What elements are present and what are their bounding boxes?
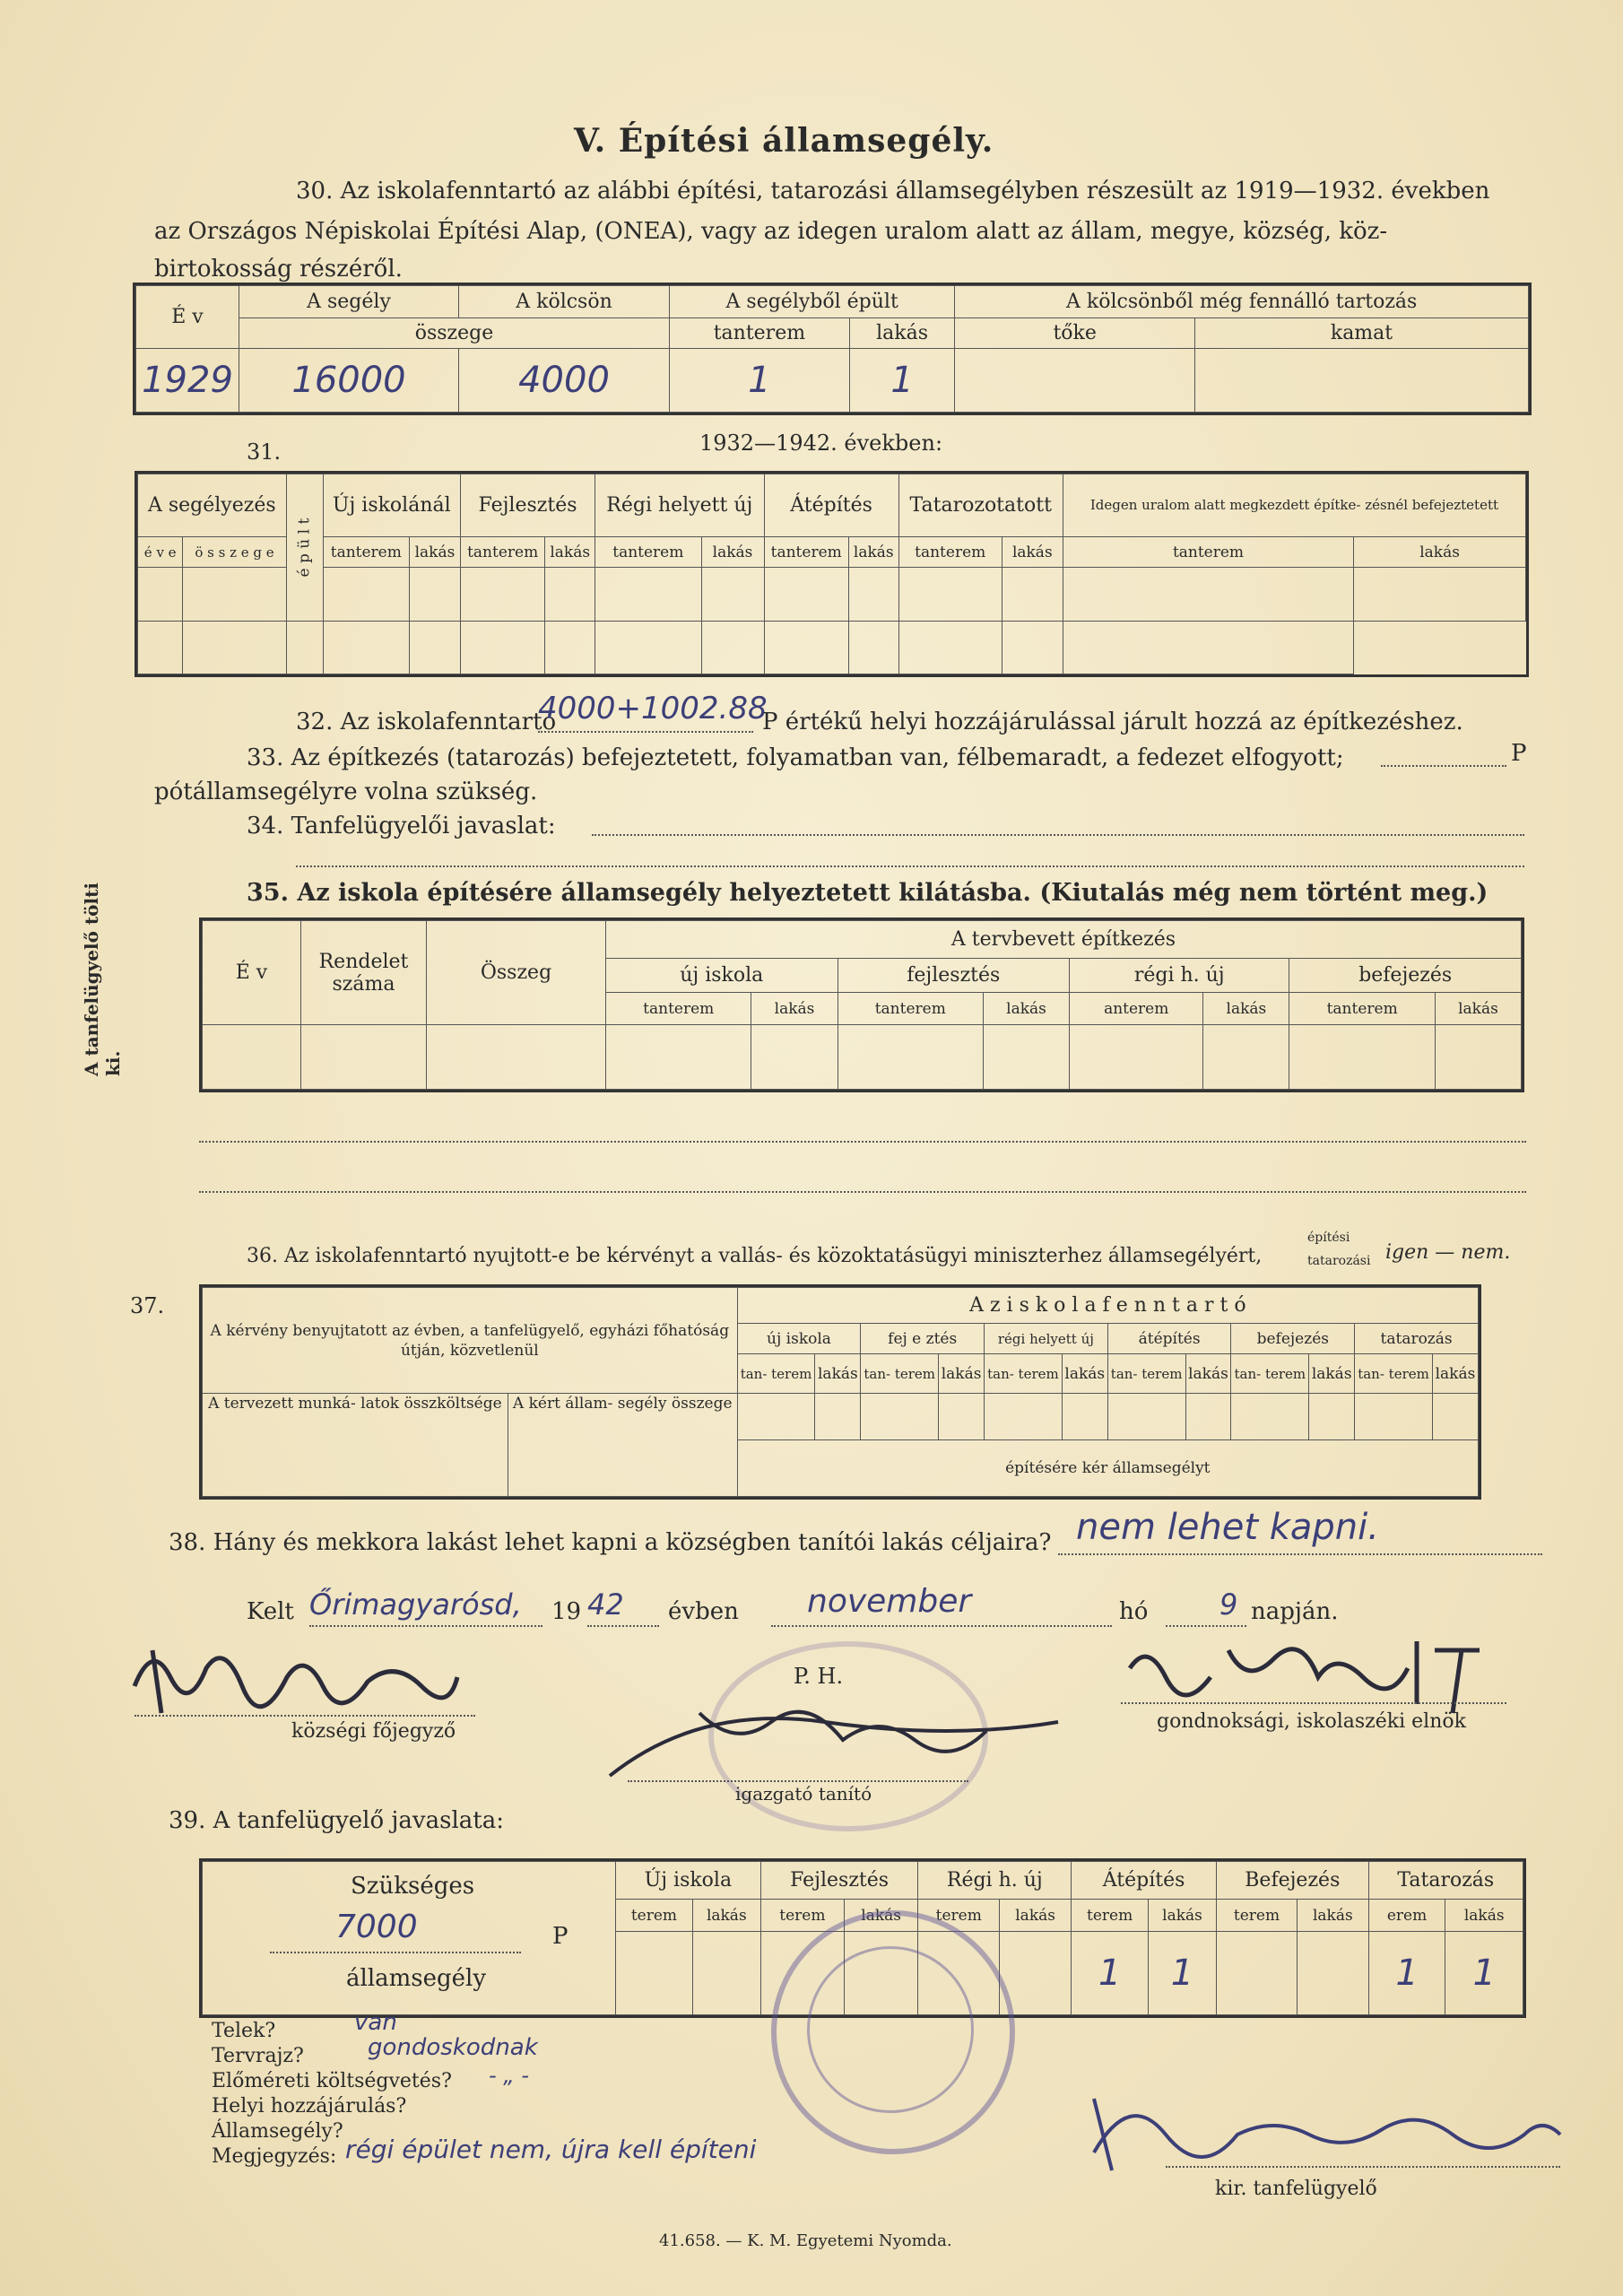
note-tervrajz: Tervrajz? (212, 2045, 304, 2067)
q32-dots (538, 731, 753, 733)
note-tervrajz-hand: gondoskodnak (368, 2034, 538, 2061)
q39-h-terem-5: terem (1217, 1900, 1298, 1932)
q39-h-terem-3: terem (918, 1900, 1000, 1932)
q37-h-tan-3: tan- terem (985, 1354, 1063, 1394)
q39-value-tatar-terem: 1 (1368, 1932, 1445, 2015)
q35-header-uj: új iskola (606, 959, 838, 993)
q30-header-lakas: lakás (849, 318, 955, 349)
kelt-label: Kelt (247, 1598, 294, 1625)
q32-prefix: 32. Az iskolafenntartó (296, 709, 557, 735)
kelt-year-dots (587, 1625, 659, 1627)
note-allamsegely: Államsegély? (212, 2120, 343, 2143)
q31-header-epult (286, 474, 323, 622)
q36-tatarozasi: tatarozási (1307, 1254, 1371, 1268)
q37-header-uj: új iskola (737, 1324, 861, 1354)
q30-header-osszege: összege (239, 318, 670, 349)
q37-kert: A kért állam- segély összege (508, 1394, 737, 1497)
q31-h-lakas-2: lakás (545, 537, 595, 568)
note-megjegyzes-hand: régi épület nem, újra kell építeni (345, 2135, 757, 2164)
q31-empty-row-1 (138, 568, 1526, 622)
q39-value-atep-terem: 1 (1072, 1932, 1149, 2015)
q31-h-tanterem-4: tanterem (764, 537, 848, 568)
q37-h-lakas-4: lakás (1185, 1354, 1231, 1394)
q31-h-tanterem-3: tanterem (595, 537, 701, 568)
q37-h-tan-6: tan- terem (1355, 1354, 1433, 1394)
q39-header-atep: Átépítés (1072, 1862, 1217, 1900)
q31-h-tanterem-2: tanterem (460, 537, 544, 568)
q39-value-atep-lakas: 1 (1149, 1932, 1217, 2015)
kelt-day-dots (1166, 1625, 1246, 1627)
q37-header-regi: régi helyett új (985, 1324, 1108, 1354)
q39-h-terem-4: terem (1072, 1900, 1149, 1932)
q31-h-tanterem-5: tanterem (898, 537, 1002, 568)
tanito-dots (628, 1780, 968, 1782)
q30-value-lakas: 1 (849, 349, 955, 413)
q30-value-tanterem: 1 (670, 349, 850, 413)
q38-label: 38. Hány és mekkora lakást lehet kapni a községben tanítói lakás céljaira? (169, 1529, 1052, 1556)
q35-h-tanterem-1: tanterem (606, 993, 751, 1025)
q30-header-segelybol: A segélyből épült (670, 286, 955, 318)
q37-kerveny: A kérvény benyujtatott az évben, a tanfelügyelő, egyházi főhatóság útján, közvetlenül (203, 1288, 738, 1394)
note-telek-hand: van (354, 2009, 397, 2036)
signature-jegyzo (126, 1623, 466, 1722)
q39-header-regi: Régi h. új (918, 1862, 1072, 1900)
q31-h-lakas-4: lakás (848, 537, 898, 568)
q35-h-lakas-2: lakás (984, 993, 1070, 1025)
q38-dots (1058, 1553, 1542, 1555)
q37-h-lakas-1: lakás (815, 1354, 861, 1394)
q37-h-tan-5: tan- terem (1231, 1354, 1309, 1394)
q37-header-atep: átépítés (1107, 1324, 1231, 1354)
q36-answer: igen — nem. (1385, 1241, 1511, 1264)
q30-line1: 30. Az iskolafenntartó az alábbi építési, tatarozási államsegélyben részesült az 1919—1932. években (296, 178, 1490, 204)
q30-value-kolcson: 4000 (459, 349, 670, 413)
q37-header-bef: befejezés (1231, 1324, 1355, 1354)
q39-allamsegely: államsegély (346, 1965, 487, 1992)
tanfelugyelo-label: kir. tanfelügyelő (1215, 2178, 1377, 2200)
q35-h-lakas-4: lakás (1435, 993, 1521, 1025)
q31-header-segelyezes: A segélyezés (138, 474, 287, 537)
q33-dots (1381, 765, 1506, 767)
q35-table (199, 918, 1524, 1092)
q30-header-tanterem: tanterem (670, 318, 850, 349)
q37-number: 37. (130, 1293, 165, 1318)
q31-h-lakas-6: lakás (1354, 537, 1526, 568)
q39-header-uj: Új iskola (616, 1862, 761, 1900)
q35-h-tanterem-4: tanterem (1289, 993, 1435, 1025)
q30-header-toke: tőke (955, 318, 1195, 349)
q35-header-regi: régi h. új (1070, 959, 1289, 993)
q31-header-idegen: Idegen uralom alatt megkezdett építke- zésnél befejeztetett (1063, 474, 1525, 537)
q39-header-tatar: Tatarozás (1368, 1862, 1523, 1900)
q39-value-tatar-lakas: 1 (1445, 1932, 1523, 2015)
q37-h-lakas-5: lakás (1309, 1354, 1355, 1394)
q30-value-ev: 1929 (136, 349, 239, 413)
q37-h-tan-4: tan- terem (1107, 1354, 1185, 1394)
q33-line1-end: P (1511, 740, 1527, 767)
q31-header-eve: é v e (138, 537, 183, 568)
signature-tanito (592, 1686, 1076, 1794)
q39-h-lakas-2: lakás (844, 1900, 917, 1932)
q35-dots-1 (199, 1141, 1526, 1143)
q35-header-rendelet: Rendelet száma (301, 921, 427, 1025)
kelt-place: Őrimagyarósd, (309, 1587, 522, 1622)
tanito-label: igazgató tanító (735, 1783, 872, 1805)
q35-header-tervbevett: A tervbevett építkezés (606, 921, 1522, 959)
q37-tervezett: A tervezett munká- latok összköltsége (203, 1394, 508, 1497)
q34-dots-2 (296, 865, 1524, 867)
elnok-label: gondnoksági, iskolaszéki elnök (1157, 1710, 1466, 1733)
q30-header-kolcson: A kölcsön (459, 286, 670, 318)
kelt-year: 42 (587, 1587, 624, 1622)
note-telek: Telek? (212, 2020, 276, 2042)
q37-footer: építésére kér államsegélyt (737, 1440, 1478, 1497)
q39-h-lakas-1: lakás (692, 1900, 760, 1932)
q39-szukseges: Szükséges (351, 1873, 475, 1900)
q30-line3: birtokosság részéről. (154, 256, 403, 283)
kelt-year-prefix: 19 (551, 1598, 582, 1625)
q37-h-lakas-6: lakás (1432, 1354, 1478, 1394)
q32-handwritten: 4000+1002.88 (538, 691, 768, 726)
q36-text: 36. Az iskolafenntartó nyujtott-e be kérvényt a vallás- és közoktatásügyi miniszterhez államsegélyért, (247, 1245, 1263, 1267)
q31-empty-row-2 (138, 621, 1526, 674)
q35-header-bef: befejezés (1289, 959, 1522, 993)
kelt-month: november (807, 1583, 972, 1620)
q31-period: 1932—1942. években: (699, 430, 943, 456)
q31-header-fejl: Fejlesztés (460, 474, 595, 537)
q39-amount-dots (270, 1952, 521, 1953)
q37-table (199, 1284, 1481, 1500)
q39-h-lakas-6: lakás (1445, 1900, 1523, 1932)
note-megjegyzes: Megjegyzés: (212, 2145, 337, 2168)
q31-h-lakas-5: lakás (1002, 537, 1063, 568)
kelt-evben: évben (668, 1598, 739, 1625)
q36-epitesi: építési (1307, 1231, 1350, 1245)
q39-amount: 7000 (335, 1909, 418, 1945)
q37-iskolafenntarto: A z i s k o l a f e n n t a r t ó (737, 1288, 1478, 1324)
q39-h-terem-1: terem (616, 1900, 693, 1932)
q31-h-lakas-3: lakás (701, 537, 764, 568)
q31-header-atep: Átépítés (764, 474, 898, 537)
q39-h-erem-6: erem (1368, 1900, 1445, 1932)
q31-h-tanterem-1: tanterem (323, 537, 409, 568)
q38-handwritten: nem lehet kapni. (1076, 1507, 1379, 1548)
q31-h-lakas-1: lakás (409, 537, 460, 568)
q33-line2: pótállamsegélyre volna szükség. (154, 778, 538, 805)
q30-header-ev: É v (136, 286, 239, 349)
q35-dots-2 (199, 1191, 1526, 1193)
q31-number: 31. (247, 439, 282, 465)
q35-h-anterem-3: anterem (1070, 993, 1203, 1025)
q37-header-fejl: fej e ztés (861, 1324, 985, 1354)
q31-h-tanterem-6: tanterem (1063, 537, 1353, 568)
jegyzo-label: községi főjegyző (291, 1720, 456, 1743)
q30-value-segely: 16000 (239, 349, 459, 413)
jegyzo-dots (135, 1715, 475, 1717)
q31-header-tatar: Tatarozotatott (898, 474, 1063, 537)
round-stamp-inspector-inner (807, 1946, 974, 2113)
q37-h-tan-1: tan- terem (737, 1354, 815, 1394)
kelt-ho: hó (1119, 1598, 1149, 1625)
q37-h-lakas-2: lakás (939, 1354, 985, 1394)
q31-header-osszege: ö s s z e g e (183, 537, 286, 568)
q35-header-ev: É v (203, 921, 301, 1025)
q37-header-tatar: tatarozás (1355, 1324, 1479, 1354)
q30-value-toke (955, 349, 1195, 413)
q30-value-kamat (1194, 349, 1528, 413)
note-elomereti: Előméreti költségvetés? (212, 2070, 452, 2092)
q39-h-lakas-3: lakás (1000, 1900, 1072, 1932)
q30-header-segely: A segély (239, 286, 459, 318)
q35-empty-row (203, 1025, 1522, 1090)
q35-side-label: A tanfelügyelő tölti ki. (81, 883, 124, 1076)
q33-line1: 33. Az építkezés (tatarozás) befejeztetett, folyamatban van, félbemaradt, a fedezet elfogyott; (247, 744, 1344, 771)
kelt-day: 9 (1219, 1587, 1238, 1622)
q34-dots-1 (592, 834, 1524, 836)
kelt-month-dots (771, 1625, 1112, 1627)
q39-p: P (552, 1923, 568, 1950)
q30-header-kolcsonbol: A kölcsönből még fennálló tartozás (955, 286, 1529, 318)
note-elomereti-hand: - „ - (489, 2063, 530, 2088)
note-helyi: Helyi hozzájárulás? (212, 2095, 407, 2118)
q30-line2: az Országos Népiskolai Építési Alap, (ONEA), vagy az idegen uralom alatt az állam, megye, község, köz- (154, 218, 1388, 245)
q30-table (133, 283, 1532, 415)
q31-header-regi: Régi helyett új (595, 474, 764, 537)
signature-tanfelugyelo (1076, 2081, 1578, 2179)
q37-h-tan-2: tan- terem (861, 1354, 939, 1394)
tanfelugyelo-dots (1166, 2166, 1560, 2168)
q39-header-fejl: Fejlesztés (760, 1862, 918, 1900)
page-title: V. Építési államsegély. (574, 122, 994, 160)
q39-h-lakas-4: lakás (1149, 1900, 1217, 1932)
q35-header-fejl: fejlesztés (838, 959, 1070, 993)
q34-label: 34. Tanfelügyelői javaslat: (247, 813, 556, 839)
q35-h-lakas-1: lakás (751, 993, 838, 1025)
q30-header-kamat: kamat (1194, 318, 1528, 349)
q37-h-lakas-3: lakás (1062, 1354, 1107, 1394)
ph-label: P. H. (794, 1664, 844, 1689)
q35-h-tanterem-2: tanterem (838, 993, 983, 1025)
q39-label: 39. A tanfelügyelő javaslata: (169, 1807, 504, 1834)
q31-header-uj: Új iskolánál (323, 474, 460, 537)
printer-footer: 41.658. — K. M. Egyetemi Nyomda. (659, 2231, 952, 2250)
q39-header-bef: Befejezés (1217, 1862, 1369, 1900)
kelt-napjan: napján. (1251, 1598, 1339, 1625)
q35-label: 35. Az iskola építésére államsegély helyeztetett kilátásba. (Kiutalás még nem történt meg.) (247, 879, 1488, 907)
elnok-dots (1121, 1702, 1506, 1704)
q39-summary-cell (203, 1862, 616, 2015)
q39-h-terem-2: terem (760, 1900, 844, 1932)
q39-h-lakas-5: lakás (1298, 1900, 1369, 1932)
q31-epult-label: é p ü l t (295, 517, 314, 578)
q35-header-osszeg: Összeg (427, 921, 606, 1025)
q35-h-lakas-3: lakás (1203, 993, 1289, 1025)
q31-table (135, 471, 1529, 677)
q32-suffix: P értékű helyi hozzájárulással járult hozzá az építkezéshez. (762, 709, 1463, 735)
